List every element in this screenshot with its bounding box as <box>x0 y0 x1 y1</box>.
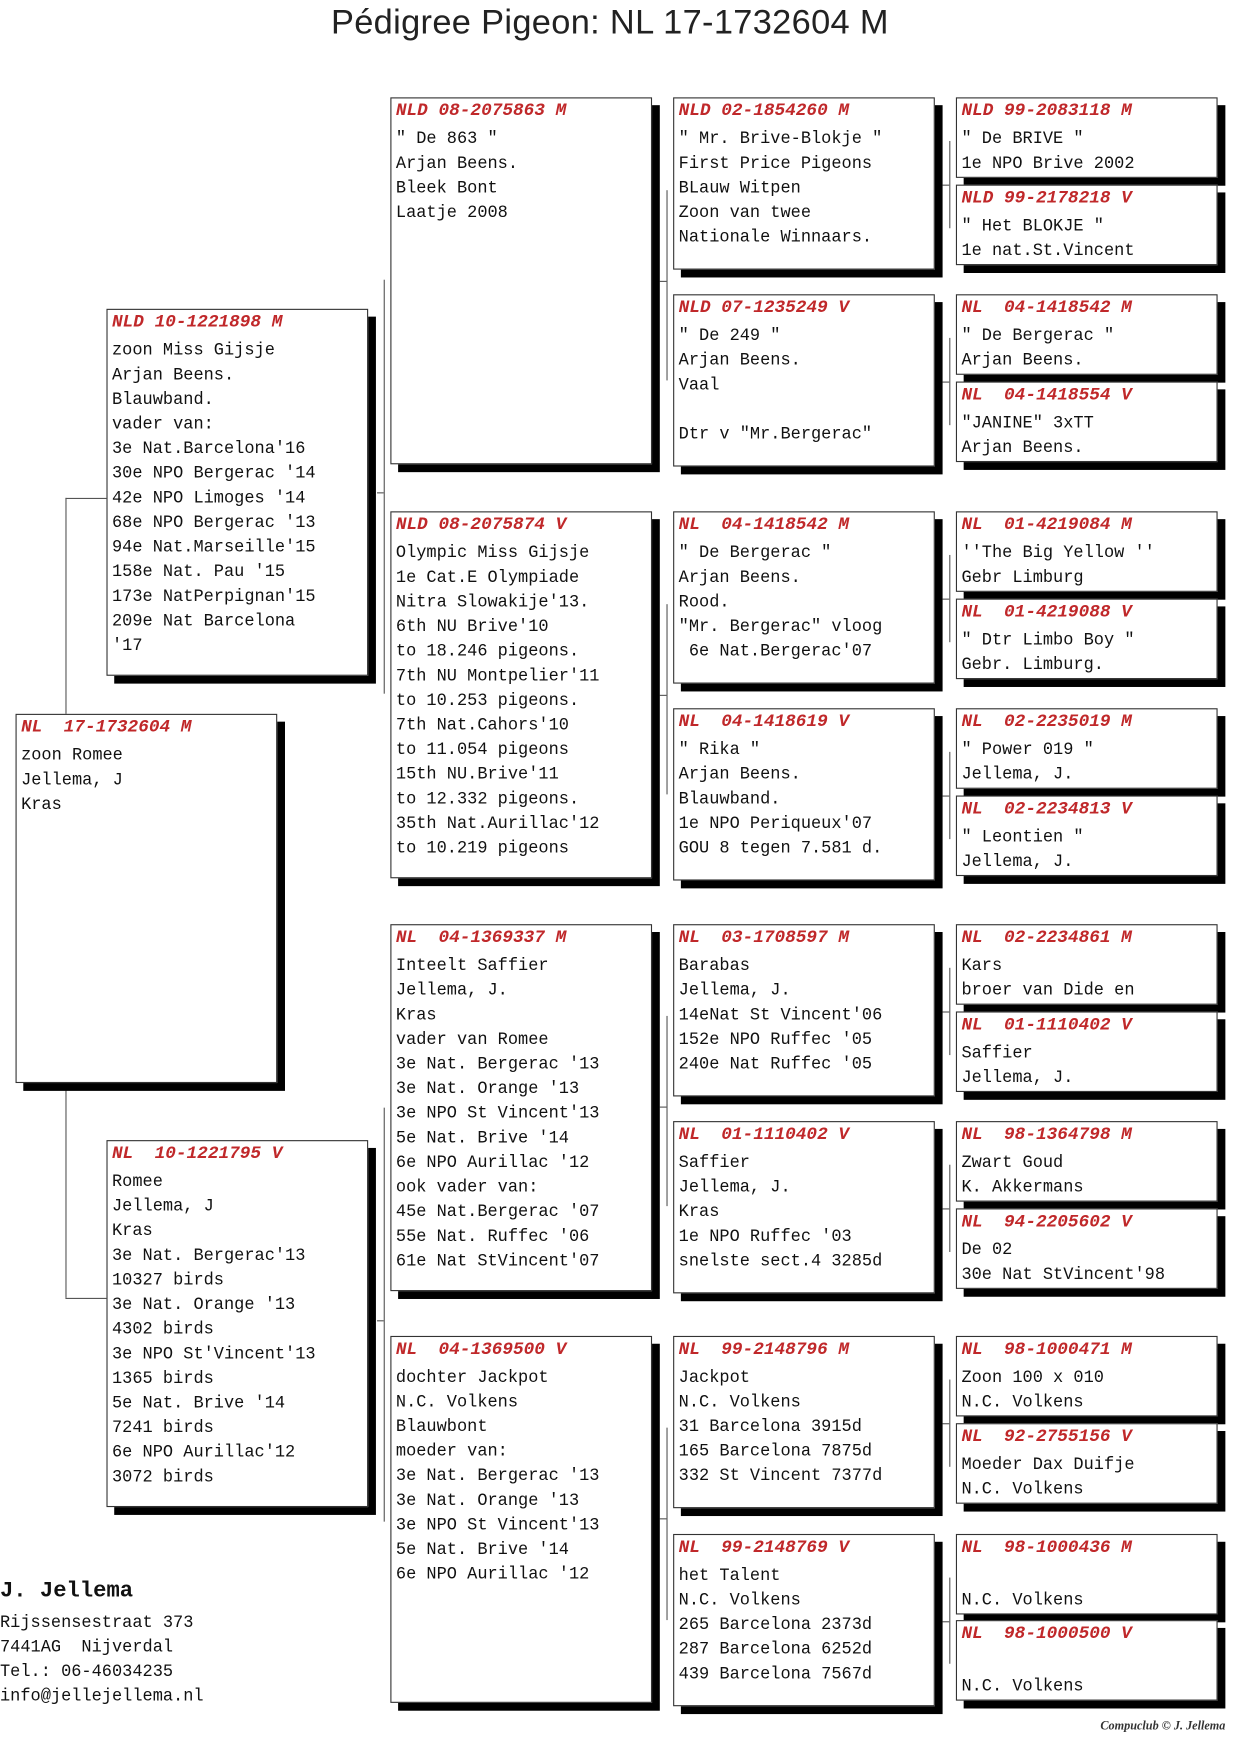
breeder-name: J. Jellema <box>0 1578 134 1605</box>
detail-line: Kars <box>961 955 1003 976</box>
ring-number: NL 94-2205602 V <box>961 1211 1132 1232</box>
detail-line: 45e Nat.Bergerac '07 <box>395 1201 600 1222</box>
detail-line: 30e Nat StVincent'98 <box>961 1264 1166 1285</box>
detail-line: Arjan Beens. <box>112 364 235 385</box>
bracket-line <box>666 190 667 380</box>
detail-line: 30e NPO Bergerac '14 <box>112 463 316 484</box>
bracket-line <box>666 1016 667 1206</box>
detail-line: Jellema, J. <box>678 1177 791 1198</box>
detail-line: vader van Romee <box>395 1029 549 1050</box>
detail-line: 3072 birds <box>112 1466 214 1487</box>
detail-line: to 18.246 pigeons. <box>395 641 580 662</box>
bracket-line <box>949 1165 950 1252</box>
page-title: Pédigree Pigeon: NL 17-1732604 M <box>330 2 889 42</box>
ring-number: NL 04-1369337 M <box>395 927 567 948</box>
pigeon-details <box>17 743 276 817</box>
detail-line: " Dtr Limbo Boy " <box>961 629 1135 651</box>
detail-line: Blauwbont <box>395 1416 488 1437</box>
ring-number: NL 99-2148796 M <box>678 1339 850 1360</box>
detail-line: dochter Jackpot <box>395 1367 549 1388</box>
detail-line: 5e Nat. Brive '14 <box>395 1127 569 1148</box>
ring-number: NL 99-2148769 V <box>678 1537 850 1558</box>
great-great-grandparent-card[interactable] <box>956 708 1218 789</box>
pigeon-details <box>957 1041 1216 1090</box>
bracket-stub <box>943 1423 950 1424</box>
detail-line: Laatje 2008 <box>395 202 508 223</box>
detail-line: Bleek Bont <box>395 177 498 199</box>
ring-number: NLD 02-1854260 M <box>678 100 850 121</box>
detail-line: 35th Nat.Aurillac'12 <box>395 813 600 834</box>
detail-line: Blauwband. <box>112 389 214 410</box>
detail-line: GOU 8 tegen 7.581 d. <box>678 838 883 859</box>
great-grandparent-card[interactable] <box>673 1534 935 1706</box>
detail-line: to 12.332 pigeons. <box>395 788 580 809</box>
detail-line: 152e NPO Ruffec '05 <box>678 1029 873 1050</box>
ring-number: NLD 08-2075874 V <box>395 514 567 535</box>
great-great-grandparent-card[interactable] <box>956 382 1218 463</box>
bracket-stub <box>943 599 950 600</box>
detail-line: Arjan Beens. <box>678 567 801 588</box>
detail-line: 6e NPO Aurillac '12 <box>395 1152 590 1173</box>
bracket-stub <box>377 1320 384 1321</box>
great-great-grandparent-card[interactable] <box>956 924 1218 1005</box>
detail-line: 5e Nat. Brive '14 <box>395 1539 569 1560</box>
detail-line: 10327 birds <box>112 1269 224 1291</box>
detail-line: Zoon 100 x 010 <box>961 1367 1104 1388</box>
detail-line: Arjan Beens. <box>678 350 801 371</box>
ring-number: NL 04-1418554 V <box>961 384 1132 406</box>
detail-line: to 10.219 pigeons <box>395 838 569 859</box>
great-great-grandparent-card[interactable] <box>956 796 1218 877</box>
bracket-stub <box>943 382 950 383</box>
detail-line: N.C. Volkens <box>961 1676 1084 1697</box>
subject-card[interactable] <box>16 714 278 1083</box>
pigeon-details <box>674 1150 933 1273</box>
detail-line: 6e NPO Aurillac '12 <box>395 1564 590 1585</box>
detail-line: Kras <box>112 1220 153 1241</box>
detail-line: Jackpot <box>678 1367 750 1388</box>
detail-line: to 11.054 pigeons <box>395 739 569 760</box>
bracket-line <box>949 1380 950 1467</box>
detail-line: 5e Nat. Brive '14 <box>112 1392 286 1414</box>
detail-line: zoon Romee <box>21 745 123 766</box>
great-great-grandparent-card[interactable] <box>956 1620 1218 1701</box>
great-great-grandparent-card[interactable] <box>956 1121 1218 1202</box>
detail-line: 3e Nat. Bergerac'13 <box>112 1245 306 1266</box>
detail-line: moeder van: <box>395 1441 508 1462</box>
great-great-grandparent-card[interactable] <box>956 185 1218 266</box>
detail-line: 42e NPO Limoges '14 <box>112 487 306 508</box>
grandparent-card[interactable] <box>390 511 652 878</box>
detail-line: het Talent <box>678 1565 781 1586</box>
detail-line: vader van: <box>112 413 214 435</box>
pigeon-details <box>391 953 650 1273</box>
pigeon-details <box>957 628 1216 677</box>
detail-line: " Het BLOKJE " <box>961 215 1104 237</box>
detail-line: 7241 birds <box>112 1417 214 1438</box>
bracket-line <box>949 968 950 1055</box>
bracket-stub <box>660 281 667 282</box>
ring-number: NL 98-1000436 M <box>961 1537 1132 1558</box>
detail-line: N.C. Volkens <box>678 1391 801 1412</box>
detail-line: Gebr Limburg <box>961 567 1084 588</box>
detail-line: 1e NPO Periqueux'07 <box>678 813 873 834</box>
detail-line: 1e Cat.E Olympiade <box>395 567 580 588</box>
detail-line: Rood. <box>678 591 730 613</box>
detail-line: 1365 birds <box>112 1368 214 1389</box>
bracket-line <box>666 1428 667 1620</box>
detail-line: 3e Nat. Bergerac '13 <box>395 1053 600 1075</box>
mother-card[interactable] <box>106 1140 368 1507</box>
pigeon-details <box>957 1563 1216 1612</box>
detail-line: 14eNat St Vincent'06 <box>678 1004 883 1025</box>
great-grandparent-card[interactable] <box>673 1336 935 1508</box>
detail-line: 287 Barcelona 6252d <box>678 1639 873 1660</box>
detail-line: Dtr v "Mr.Bergerac" <box>678 424 873 445</box>
detail-line: " Rika " <box>678 739 761 760</box>
great-great-grandparent-card[interactable] <box>956 294 1218 375</box>
detail-line: 3e Nat. Bergerac '13 <box>395 1465 600 1486</box>
detail-line: Olympic Miss Gijsje <box>395 542 590 563</box>
detail-line: " De 249 " <box>678 325 781 346</box>
pigeon-details <box>957 1649 1216 1698</box>
bracket-stub <box>943 185 950 186</box>
detail-line: Kras <box>678 1201 720 1222</box>
bracket-line <box>949 338 950 425</box>
detail-line: '17 <box>112 635 143 656</box>
detail-line: 6th NU Brive'10 <box>395 616 549 637</box>
pigeon-details <box>957 825 1216 874</box>
great-great-grandparent-card[interactable] <box>956 97 1218 178</box>
pigeon-details <box>957 126 1216 175</box>
detail-line: "JANINE" 3xTT <box>961 412 1094 433</box>
ring-number: NL 03-1708597 M <box>678 927 850 948</box>
detail-line: 3e Nat. Orange '13 <box>112 1294 296 1315</box>
detail-line: " De Bergerac " <box>678 542 832 563</box>
bracket-line <box>384 1108 385 1522</box>
father-card[interactable] <box>106 309 368 676</box>
detail-line: 4302 birds <box>112 1319 214 1340</box>
detail-line: 7th Nat.Cahors'10 <box>395 714 569 736</box>
bracket-line <box>949 752 950 839</box>
detail-line: " Power 019 " <box>961 739 1094 760</box>
detail-line: N.C. Volkens <box>961 1479 1084 1500</box>
detail-line: Arjan Beens. <box>395 153 519 174</box>
bracket-stub <box>660 1107 667 1108</box>
great-great-grandparent-card[interactable] <box>956 511 1218 592</box>
great-great-grandparent-card[interactable] <box>956 1423 1218 1504</box>
bracket-stub <box>660 1518 667 1519</box>
pigeon-details <box>391 540 650 860</box>
pigeon-details <box>957 214 1216 263</box>
bracket-line <box>666 604 667 794</box>
breeder-postal: 7441AG Nijverdal <box>0 1636 174 1658</box>
pigeon-details <box>391 1365 650 1587</box>
detail-line: 3e Nat. Orange '13 <box>395 1490 580 1511</box>
detail-line: First Price Pigeons <box>678 153 873 174</box>
bracket-line <box>949 1578 950 1664</box>
detail-line <box>679 397 930 422</box>
ring-number: NL 02-2234813 V <box>961 798 1132 819</box>
pigeon-details <box>957 1365 1216 1414</box>
great-grandparent-card[interactable] <box>673 97 935 269</box>
detail-line: 158e Nat. Pau '15 <box>112 561 286 582</box>
pigeon-details <box>957 1452 1216 1501</box>
detail-line: 68e NPO Bergerac '13 <box>112 512 316 533</box>
detail-line: K. Akkermans <box>961 1177 1084 1198</box>
detail-line: " Mr. Brive-Blokje " <box>678 128 883 149</box>
detail-line: Arjan Beens. <box>961 437 1084 458</box>
detail-line: " De BRIVE " <box>961 128 1084 149</box>
bracket-line <box>949 141 950 228</box>
bracket-stub <box>943 1621 950 1622</box>
detail-line: " De 863 " <box>395 128 498 149</box>
detail-line: Arjan Beens. <box>961 350 1084 371</box>
ring-number: NLD 07-1235249 V <box>678 297 850 318</box>
pigeon-details <box>391 126 650 224</box>
detail-line: Gebr. Limburg. <box>961 654 1104 675</box>
breeder-address: Rijssensestraat 373 <box>0 1612 194 1633</box>
great-grandparent-card[interactable] <box>673 924 935 1096</box>
ring-number: NLD 99-2083118 M <box>961 100 1132 121</box>
ring-number: NLD 10-1221898 M <box>112 312 283 333</box>
detail-line: Barabas <box>678 955 750 976</box>
ring-number: NL 92-2755156 V <box>961 1426 1132 1447</box>
detail-line: 6e NPO Aurillac'12 <box>112 1442 296 1463</box>
detail-line: 165 Barcelona 7875d <box>678 1441 873 1462</box>
great-grandparent-card[interactable] <box>673 1121 935 1293</box>
great-great-grandparent-card[interactable] <box>956 1011 1218 1092</box>
detail-line: Jellema, J <box>21 769 123 790</box>
pigeon-details <box>957 540 1216 589</box>
ring-number: NL 01-4219084 M <box>961 514 1132 535</box>
detail-line: De 02 <box>961 1239 1013 1260</box>
pigeon-details <box>957 737 1216 786</box>
ring-number: NL 01-4219088 V <box>961 601 1132 623</box>
ring-number: NL 04-1418542 M <box>678 514 850 535</box>
detail-line: 31 Barcelona 3915d <box>678 1416 862 1437</box>
detail-line: Saffier <box>961 1042 1033 1063</box>
bracket-stub <box>65 498 106 499</box>
detail-line: 240e Nat Ruffec '05 <box>678 1053 873 1075</box>
detail-line: Zwart Goud <box>961 1152 1064 1173</box>
ring-number: NL 04-1369500 V <box>395 1339 567 1360</box>
detail-line: 15th NU.Brive'11 <box>395 764 559 785</box>
detail-line: ook vader van: <box>395 1177 539 1198</box>
grandparent-card[interactable] <box>390 1336 652 1703</box>
detail-line: 1e NPO Brive 2002 <box>961 153 1135 174</box>
detail-line: 3e NPO St'Vincent'13 <box>112 1343 316 1364</box>
detail-line <box>961 1649 1212 1674</box>
detail-line: Kras <box>21 794 62 815</box>
detail-line: Jellema, J. <box>961 1067 1074 1088</box>
detail-line: 55e Nat. Ruffec '06 <box>395 1226 590 1247</box>
breeder-phone: Tel.: 06-46034235 <box>0 1661 174 1682</box>
detail-line: N.C. Volkens <box>961 1589 1084 1611</box>
grandparent-card[interactable] <box>390 97 652 464</box>
great-grandparent-card[interactable] <box>673 294 935 466</box>
detail-line: Blauwband. <box>678 788 781 809</box>
detail-line: 1e nat.St.Vincent <box>961 240 1135 261</box>
bracket-stub <box>660 695 667 696</box>
detail-line: to 10.253 pigeons. <box>395 690 580 711</box>
detail-line: snelste sect.4 3285d <box>678 1250 883 1272</box>
bracket-line <box>949 555 950 642</box>
detail-line: 7th NU Montpelier'11 <box>395 665 600 686</box>
ring-number: NL 10-1221795 V <box>112 1143 283 1164</box>
pigeon-details <box>674 953 933 1076</box>
ring-number: NL 01-1110402 V <box>961 1014 1132 1035</box>
detail-line: N.C. Volkens <box>961 1391 1084 1412</box>
pigeon-details <box>957 1237 1216 1286</box>
great-grandparent-card[interactable] <box>673 511 935 683</box>
footer-credit: Compuclub © J. Jellema <box>1100 1719 1226 1734</box>
bracket-stub <box>943 1011 950 1012</box>
detail-line: Romee <box>112 1171 163 1192</box>
bracket-stub <box>943 1208 950 1209</box>
bracket-stub <box>943 796 950 797</box>
detail-line: 3e NPO St Vincent'13 <box>395 1514 600 1536</box>
ring-number: NL 04-1418619 V <box>678 711 850 732</box>
pigeon-details <box>957 953 1216 1002</box>
detail-line: Nationale Winnaars. <box>678 227 873 248</box>
detail-line: broer van Dide en <box>961 980 1135 1001</box>
pigeon-details <box>674 126 933 249</box>
detail-line: 94e Nat.Marseille'15 <box>112 537 316 558</box>
detail-line: Jellema, J. <box>678 980 791 1001</box>
great-great-grandparent-card[interactable] <box>956 1208 1218 1289</box>
pigeon-details <box>957 323 1216 372</box>
breeder-contact <box>0 1578 204 1709</box>
bracket-stub <box>65 1298 106 1299</box>
detail-line: Inteelt Saffier <box>395 955 549 976</box>
detail-line: Zoon van twee <box>678 202 812 223</box>
detail-line: Moeder Dax Duifje <box>961 1454 1135 1475</box>
ring-number: NLD 99-2178218 V <box>961 187 1132 209</box>
detail-line: Saffier <box>678 1152 750 1173</box>
ring-number: NL 98-1000471 M <box>961 1339 1132 1360</box>
detail-line: ''The Big Yellow '' <box>961 542 1155 563</box>
pigeon-details <box>674 323 933 446</box>
ring-number: NL 02-2234861 M <box>961 927 1132 948</box>
detail-line: 6e Nat.Bergerac'07 <box>678 641 873 662</box>
detail-line: 61e Nat StVincent'07 <box>395 1250 600 1272</box>
detail-line: "Mr. Bergerac" vloog <box>678 616 883 637</box>
grandparent-card[interactable] <box>390 924 652 1291</box>
bracket-stub <box>377 492 384 493</box>
breeder-email[interactable]: info@jellejellema.nl <box>0 1686 204 1707</box>
ring-number: NL 98-1364798 M <box>961 1124 1132 1145</box>
pigeon-details <box>108 1169 367 1489</box>
detail-line: 439 Barcelona 7567d <box>678 1663 873 1684</box>
detail-line: 332 St Vincent 7377d <box>678 1465 883 1486</box>
ring-number: NL 01-1110402 V <box>678 1124 850 1145</box>
detail-line: 3e Nat.Barcelona'16 <box>112 438 306 459</box>
ring-number: NL 98-1000500 V <box>961 1623 1132 1644</box>
detail-line: zoon Miss Gijsje <box>112 340 275 361</box>
detail-line: Arjan Beens. <box>678 764 801 785</box>
great-grandparent-card[interactable] <box>673 708 935 880</box>
pigeon-details <box>674 540 933 663</box>
pigeon-details <box>108 338 367 658</box>
great-great-grandparent-card[interactable] <box>956 1336 1218 1417</box>
pigeon-details <box>957 411 1216 460</box>
detail-line: Jellema, J <box>112 1196 214 1217</box>
pigeon-details <box>957 1150 1216 1199</box>
detail-line: Jellema, J. <box>395 980 508 1001</box>
ring-number: NLD 08-2075863 M <box>395 100 567 121</box>
detail-line: 3e NPO St Vincent'13 <box>395 1103 600 1124</box>
bracket-line <box>384 280 385 694</box>
detail-line: Vaal <box>678 374 720 395</box>
detail-line: 265 Barcelona 2373d <box>678 1614 873 1635</box>
detail-line: Jellema, J. <box>961 851 1074 872</box>
ring-number: NL 02-2235019 M <box>961 711 1132 732</box>
pigeon-details <box>674 737 933 860</box>
detail-line: 3e Nat. Orange '13 <box>395 1078 580 1099</box>
ring-number: NL 04-1418542 M <box>961 297 1132 318</box>
detail-line: Kras <box>395 1004 437 1025</box>
detail-line: 1e NPO Ruffec '03 <box>678 1226 852 1247</box>
detail-line <box>961 1563 1212 1588</box>
pigeon-details <box>674 1563 933 1686</box>
detail-line: N.C. Volkens <box>395 1391 519 1412</box>
pigeon-details <box>674 1365 933 1488</box>
detail-line: N.C. Volkens <box>678 1589 801 1611</box>
detail-line: 173e NatPerpignan'15 <box>112 586 316 607</box>
great-great-grandparent-card[interactable] <box>956 1534 1218 1615</box>
detail-line: BLauw Witpen <box>678 177 801 199</box>
detail-line: 209e Nat Barcelona <box>112 610 296 632</box>
great-great-grandparent-card[interactable] <box>956 599 1218 680</box>
detail-line: " Leontien " <box>961 826 1084 847</box>
detail-line: " De Bergerac " <box>961 325 1115 346</box>
detail-line: Jellema, J. <box>961 764 1074 785</box>
detail-line: Nitra Slowakije'13. <box>395 591 590 613</box>
ring-number: NL 17-1732604 M <box>21 717 192 738</box>
